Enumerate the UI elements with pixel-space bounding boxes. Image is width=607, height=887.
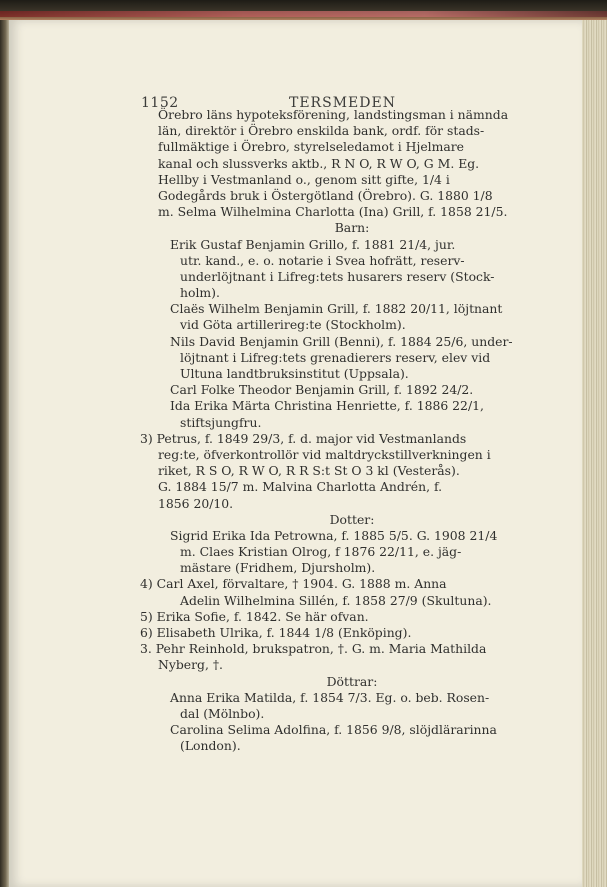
text-line: Nils David Benjamin Grill (Benni), f. 1884 25/6, under- xyxy=(170,333,513,349)
text-line: Claës Wilhelm Benjamin Grill, f. 1882 20/11, löjtnant xyxy=(170,301,503,317)
text-line: (London). xyxy=(180,738,241,754)
text-line: G. 1884 15/7 m. Malvina Charlotta Andrén, f. xyxy=(158,479,443,495)
text-line: m. Claes Kristian Olrog, f 1876 22/11, e. jäg- xyxy=(180,544,462,560)
page-edges xyxy=(582,20,607,887)
text-line: stiftsjungfru. xyxy=(180,414,262,430)
book-spine-top xyxy=(0,0,607,20)
text-line: mästare (Fridhem, Djursholm). xyxy=(180,560,376,576)
text-line: 3) Petrus, f. 1849 29/3, f. d. major vid Vestmanlands xyxy=(140,430,467,446)
text-line: Ultuna landtbruksinstitut (Uppsala). xyxy=(180,366,409,381)
text-line: underlöjtnant i Lifreg:tets husarers reserv (Stock- xyxy=(180,268,495,284)
text-line: Anna Erika Matilda, f. 1854 7/3. Eg. o. beb. Rosen- xyxy=(170,689,490,705)
text-line: Adelin Wilhelmina Sillén, f. 1858 27/9 (Skultuna). xyxy=(180,592,492,608)
binding-gutter xyxy=(0,20,9,887)
section-heading: Barn: xyxy=(334,220,370,236)
running-title: TERSMEDEN xyxy=(289,95,396,111)
text-line: utr. kand., e. o. notarie i Svea hofrätt, reserv- xyxy=(180,252,465,268)
text-line: 1856 20/10. xyxy=(158,495,234,511)
bookmark-ribbon xyxy=(0,11,607,17)
text-line: 5) Erika Sofie, f. 1842. Se här ofvan. xyxy=(140,608,369,624)
text-line: holm). xyxy=(180,285,220,301)
text-line: Nyberg, †. xyxy=(158,657,223,673)
text-line: Hellby i Vestmanland o., genom sitt gifte, 1/4 i xyxy=(158,171,450,187)
text-line: Erik Gustaf Benjamin Grillo, f. 1881 21/4, jur. xyxy=(170,236,456,252)
section-heading: Döttrar: xyxy=(326,673,378,689)
text-line: 6) Elisabeth Ulrika, f. 1844 1/8 (Enköping). xyxy=(140,625,412,640)
text-line: kanal och slussverks aktb., R N O, R W O, G M. Eg. xyxy=(158,155,480,171)
text-line: Godegårds bruk i Östergötland (Örebro). G. 1880 1/8 xyxy=(158,187,493,203)
text-line: dal (Mölnbo). xyxy=(180,705,265,721)
text-line: m. Selma Wilhelmina Charlotta (Ina) Grill, f. 1858 21/5. xyxy=(158,204,508,220)
text-line: Carolina Selima Adolfina, f. 1856 9/8, slöjdlärarinna xyxy=(170,722,497,738)
text-line: Carl Folke Theodor Benjamin Grill, f. 1892 24/2. xyxy=(170,382,474,398)
text-line: 4) Carl Axel, förvaltare, † 1904. G. 1888 m. Anna xyxy=(140,576,447,592)
text-line: fullmäktige i Örebro, styrelseledamot i Hjelmare xyxy=(158,139,465,155)
text-line: Sigrid Erika Ida Petrowna, f. 1885 5/5. G. 1908 21/4 xyxy=(170,527,498,543)
text-line: 3. Pehr Reinhold, brukspatron, †. G. m. Maria Mathilda xyxy=(140,641,487,657)
page-body xyxy=(140,107,546,755)
text-line: reg:te, öfverkontrollör vid maltdryckstillverkningen i xyxy=(158,446,491,462)
section-heading: Dotter: xyxy=(329,511,375,527)
text-line: Örebro läns hypoteksförening, landstingsman i nämnda xyxy=(158,107,509,122)
text-line: löjtnant i Lifreg:tets grenadierers reserv, elev vid xyxy=(180,349,491,365)
text-line: Ida Erika Märta Christina Henriette, f. 1886 22/1, xyxy=(170,398,484,414)
page-number: 1152 xyxy=(141,95,179,111)
text-line: län, direktör i Örebro enskilda bank, ordf. för stads- xyxy=(158,123,485,139)
text-line: vid Göta artillerireg:te (Stockholm). xyxy=(180,317,406,333)
text-line: riket, R S O, R W O, R R S:t St O 3 kl (Vesterås). xyxy=(158,463,460,479)
